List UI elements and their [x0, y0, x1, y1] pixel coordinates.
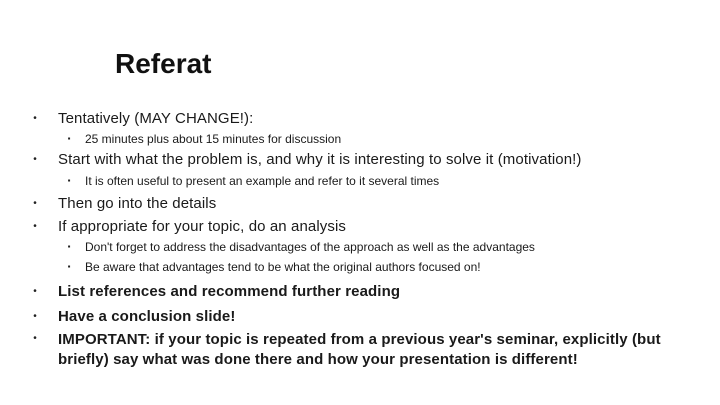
- bullet-icon: •: [33, 113, 37, 124]
- sub-bullet-icon: ▪: [67, 176, 71, 185]
- sub-bullet-text: 25 minutes plus about 15 minutes for discussion: [85, 132, 342, 146]
- bullet-icon: •: [33, 198, 37, 209]
- sub-bullet-icon: ▪: [67, 134, 71, 143]
- sub-bullet-text: Be aware that advantages tend to be what the original authors focused on!: [85, 260, 481, 274]
- bullet-icon: •: [33, 221, 37, 232]
- bullet-text: List references and recommend further reading: [58, 283, 401, 300]
- bullet-text: If appropriate for your topic, do an analysis: [58, 218, 346, 235]
- bullet-icon: •: [33, 311, 37, 322]
- bullet-icon: •: [33, 286, 37, 297]
- sub-bullet-text: It is often useful to present an example and refer to it several times: [85, 174, 440, 188]
- slide-title: Referat: [115, 48, 212, 79]
- bullet-text: Have a conclusion slide!: [58, 308, 236, 325]
- bullet-text: Start with what the problem is, and why it is interesting to solve it (motivation!): [58, 151, 582, 168]
- sub-bullet-icon: ▪: [67, 242, 71, 251]
- sub-bullet-text: Don't forget to address the disadvantages of the approach as well as the advantages: [85, 240, 535, 254]
- sub-bullet-icon: ▪: [67, 262, 71, 271]
- bullet-text: Then go into the details: [58, 195, 217, 212]
- bullet-text: IMPORTANT: if your topic is repeated from a previous year's seminar, explicitly (but briefly) say what was done there and how your presentation is different!: [58, 331, 661, 368]
- bullet-icon: •: [33, 154, 37, 165]
- bullet-icon: •: [33, 333, 37, 344]
- bullet-text: Tentatively (MAY CHANGE!):: [58, 110, 254, 127]
